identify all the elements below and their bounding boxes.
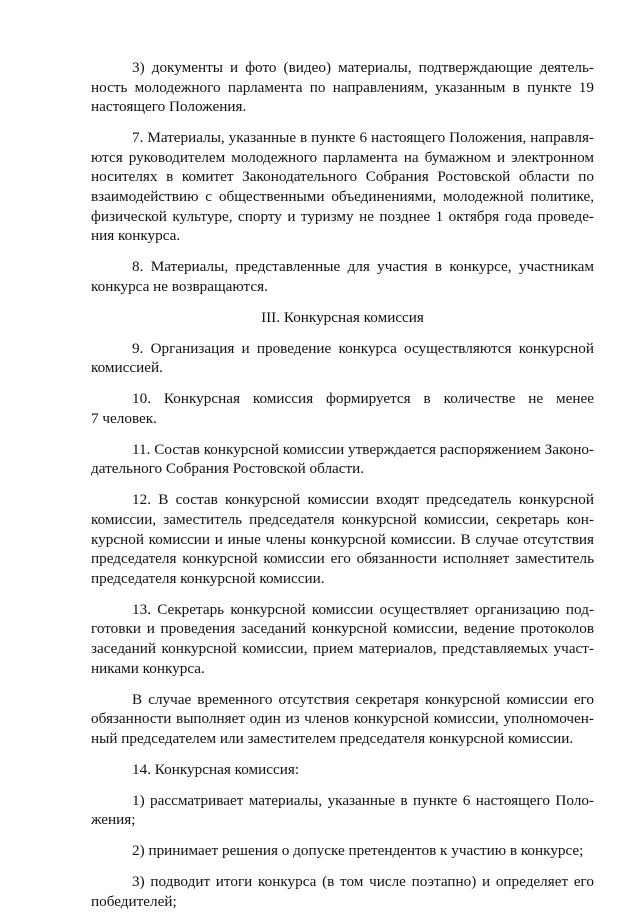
text-line: физической культуре, спорту и туризму не позднее 1 октября года проведе- — [91, 207, 594, 225]
document-page — [91, 58, 594, 923]
text-line: 7 человек. — [91, 409, 157, 427]
text-line: настоящего Положения. — [91, 98, 247, 116]
text-line: конкурса не возвращаются. — [91, 277, 268, 295]
paragraph-clause-11 — [91, 440, 594, 479]
text-line: ный председателем или заместителем председателя конкурсной комиссии. — [91, 729, 574, 747]
text-line: 8. Материалы, представленные для участия в конкурсе, участникам — [132, 258, 594, 276]
text-line: 11. Состав конкурсной комиссии утверждается распоряжением Законо- — [132, 440, 594, 458]
text-line: курсной комиссии и иные члены конкурсной комиссии. В случае отсутствия — [91, 530, 594, 548]
text-line: комиссией. — [91, 359, 163, 377]
text-line: 7. Материалы, указанные в пункте 6 настоящего Положения, направля- — [132, 129, 594, 147]
section-heading: III. Конкурсная комиссия — [261, 308, 424, 326]
text-line: никами конкурса. — [91, 659, 205, 677]
text-line: ния конкурса. — [91, 227, 181, 245]
text-line: В случае временного отсутствия секретаря конкурсной комиссии его — [132, 690, 594, 708]
text-line: 14. Конкурсная комиссия: — [132, 760, 300, 778]
text-line: 10. Конкурсная комиссия формируется в количестве не менее — [132, 390, 594, 408]
paragraph-clause-10 — [91, 389, 594, 428]
text-line: 13. Секретарь конкурсной комиссии осуществляет организацию под- — [132, 600, 594, 618]
paragraph-clause-8 — [91, 257, 594, 296]
text-line: дательного Собрания Ростовской области. — [91, 460, 365, 478]
paragraph-item-3-documents — [91, 58, 594, 117]
text-line: готовки и проведения заседаний конкурсной комиссии, ведение протоколов — [91, 620, 594, 638]
paragraph-item-1-reviews — [91, 791, 594, 830]
text-line: 3) документы и фото (видео) материалы, подтверждающие деятель- — [132, 59, 594, 76]
paragraph-item-3-results — [91, 872, 594, 911]
text-line: ются руководителем молодежного парламента на бумажном и электронном — [91, 148, 594, 166]
text-line: 9. Организация и проведение конкурса осуществляются конкурсной — [132, 339, 594, 357]
paragraph-clause-7 — [91, 128, 594, 246]
text-line: 2) принимает решения о допуске претендентов к участию в конкурсе; — [132, 842, 584, 860]
text-line: заседаний конкурсной комиссии, прием материалов, представляемых участ- — [91, 639, 594, 657]
text-line: обязанности выполняет один из членов конкурсной комиссии, уполномочен- — [91, 710, 594, 728]
text-line: председателя конкурсной комиссии его обязанности исполняет заместитель — [91, 550, 594, 568]
text-line: жения; — [91, 811, 136, 829]
text-line: 12. В состав конкурсной комиссии входят председатель конкурсной — [132, 491, 594, 509]
text-line: комиссии, заместитель председателя конкурсной комиссии, секретарь кон- — [91, 511, 594, 529]
paragraph-item-2-decisions — [91, 841, 594, 861]
text-line: ность молодежного парламента по направлениям, указанным в пункте 19 — [91, 78, 594, 96]
text-line: победителей; — [91, 892, 177, 910]
paragraph-clause-13 — [91, 600, 594, 678]
text-line: взаимодействию с общественными объединениями, молодежной политике, — [91, 187, 594, 205]
text-line: председателя конкурсной комиссии. — [91, 569, 325, 587]
text-line: 1) рассматривает материалы, указанные в пункте 6 настоящего Поло- — [132, 791, 594, 809]
text-line: 3) подводит итоги конкурса (в том числе поэтапно) и определяет его — [132, 873, 594, 891]
text-line: носителях в комитет Законодательного Собрания Ростовской области по — [91, 168, 594, 186]
paragraph-clause-12 — [91, 490, 594, 588]
paragraph-clause-9 — [91, 339, 594, 378]
paragraph-secretary-absence — [91, 690, 594, 749]
paragraph-clause-14 — [91, 760, 594, 780]
